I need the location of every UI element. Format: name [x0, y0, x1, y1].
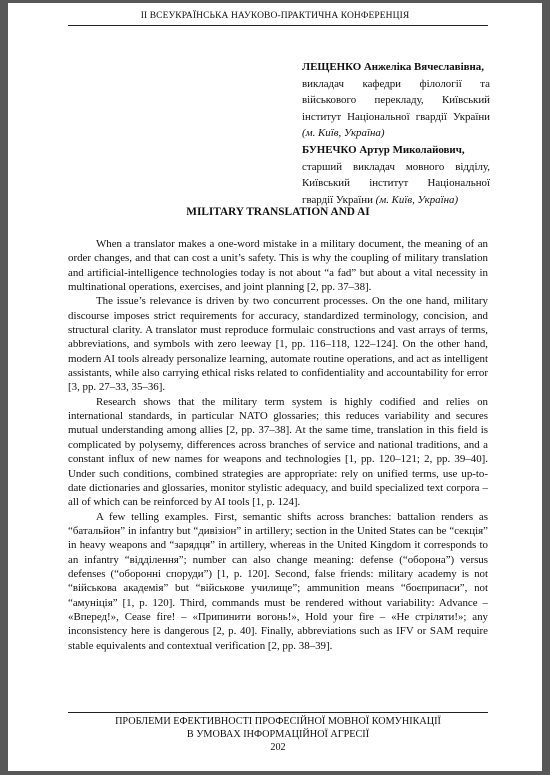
running-header: ІІ ВСЕУКРАЇНСЬКА НАУКОВО-ПРАКТИЧНА КОНФЕРЕНЦІЯ [140, 11, 410, 21]
paragraph: The issue’s relevance is driven by two concurrent processes. On the one hand, military discourse imposes strict requirements for accuracy, standardized terminology, concision, and structural clarity. A translator must reproduce formulaic constructions and vast arrays of terms, abbreviations, and symbols with zero leeway [1, pp. 116–118, 122–124]. On the other hand, modern AI tools already personalize learning, automate routine operations, and act as intelligent assistants, while also carrying ethical risks related to confidentiality and accountability for error [3, pp. 27–33, 35–36]. [68, 295, 488, 394]
author-position: старший викладач мовного відділу, Київський інститут Національної гвардії України [302, 160, 490, 206]
paper-title: MILITARY TRANSLATION AND AI [186, 206, 370, 218]
footer-line: В УМОВАХ ІНФОРМАЦІЙНОЇ АГРЕСІЇ [186, 728, 370, 740]
author-affiliation [302, 76, 490, 142]
running-footer [68, 716, 488, 754]
author-location: (м. Київ, Україна) [302, 127, 385, 140]
author-affiliation [302, 159, 490, 209]
document-page [8, 3, 542, 771]
page-number: 202 [270, 741, 286, 753]
paper-body [68, 237, 488, 653]
paragraph: Research shows that the military term system is highly codified and relies on international standards, in particular NATO glossaries; this reduces variability and secures mutual understanding among allies [2, pp. 37–38]. At the same time, translation in this field is complicated by polysemy, differences across branches of service and national traditions, and a constant influx of new names for weapons and technologies [1, pp. 120–121; 2, pp. 39–40]. Under such conditions, combined strategies are appropriate: rely on unified terms, use up-to-date dictionaries and glossaries, monitor stylistic adequacy, and build specialized text corpora – all of which can be reinforced by AI tools [1, p. 124]. [68, 395, 488, 509]
footer-rule [68, 712, 488, 713]
footer-line: ПРОБЛЕМИ ЕФЕКТИВНОСТІ ПРОФЕСІЙНОЇ МОВНОЇ КОМУНІКАЦІЇ [115, 716, 441, 727]
header-rule [68, 25, 488, 26]
author-name: ЛЕЩЕНКО Анжеліка Вячеславівна, [302, 61, 484, 73]
author-position: викладач кафедри філології та військового перекладу, Київський інститут Національної гвардії України [302, 77, 490, 123]
paragraph: When a translator makes a one-word mistake in a military document, the meaning of an order changes, and that can cost a unit’s safety. This is why the coupling of military translation and artificial-intelligence technologies today is not about “a fad” but about a vital necessity in multinational operations, exercises, and joint planning [2, pp. 37–38]. [68, 238, 488, 294]
paragraph: A few telling examples. First, semantic shifts across branches: battalion renders as “батальйон” in infantry but “дивізіон” in artillery; section in the United States can be “секція” in heavy weapons and “зарядця” in artillery, whereas in the United Kingdom it corresponds to an infantry “відділення”; number can also change meaning: defense (“оборона”) versus defenses (“оборонні споруди”) [1, p. 120]. Second, false friends: military academy is not “військова академія” but “військове училище”; ammunition means “боєприпаси”, not “амуніція” [1, p. 120]. Third, commands must be rendered without variability: Advance – «Вперед!», Cease fire! – «Припинити вогонь!», Hold your fire – «Не стріляти!»; any inconsistency here is dangerous [2, p. 40]. Finally, abbreviations such as IFV or SAM require stable equivalents and contextual verification [2, pp. 38–39]. [68, 510, 488, 652]
author-block [302, 59, 490, 208]
author-name: БУНЕЧКО Артур Миколайович, [302, 143, 465, 156]
author-location: (м. Київ, Україна) [375, 193, 459, 206]
